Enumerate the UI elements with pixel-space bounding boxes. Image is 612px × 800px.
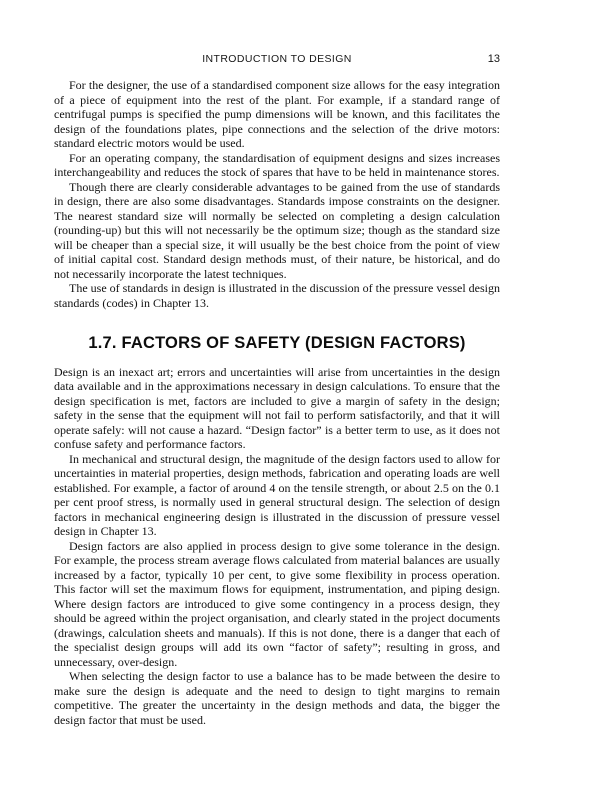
paragraph: When selecting the design factor to use a balance has to be made between the desire to make sure the design is adequate and the need to design to tight margins to remain competitive. The greater the uncertainty in the design methods and data, the bigger the design factor that must be used.: [54, 669, 500, 727]
paragraph: Though there are clearly considerable advantages to be gained from the use of standards in design, there are also some disadvantages. Standards impose constraints on the designer. The nearest standard size will normally be selected on completing a design calculation (rounding-up) but this will not necessarily be the optimum size; though as the standard size will be cheaper than a special size, it will usually be the best choice from the point of view of initial capital cost. Standard design methods must, of their nature, be historical, and do not necessarily incorporate the latest techniques.: [54, 179, 500, 281]
paragraph: For an operating company, the standardisation of equipment designs and sizes increases interchangeability and reduces the stock of spares that have to be held in maintenance stores.: [54, 150, 500, 179]
paragraph: For the designer, the use of a standardised component size allows for the easy integration of a piece of equipment into the rest of the plant. For example, if a standard range of centrifugal pumps is specified the pump dimensions will be known, and this facilitates the design of the foundations plates, pipe connections and the selection of the drive motors: standard electric motors would be used.: [54, 78, 500, 150]
paragraph: Design is an inexact art; errors and uncertainties will arise from uncertainties in the design data available and in the approximations necessary in design calculations. To ensure that the design specification is met, factors are included to give a margin of safety in the design; safety in the sense that the equipment will not fail to perform satisfactorily, and that it will operate safely: will not cause a hazard. “Design factor” is a better term to use, as it does not confuse safety and performance factors.: [54, 364, 500, 451]
paragraph: In mechanical and structural design, the magnitude of the design factors used to allow for uncertainties in material properties, design methods, fabrication and operating loads are well established. For example, a factor of around 4 on the tensile strength, or about 2.5 on the 0.1 per cent proof stress, is normally used in general structural design. The selection of design factors in mechanical engineering design is illustrated in the discussion of pressure vessel design in Chapter 13.: [54, 451, 500, 538]
running-title: INTRODUCTION TO DESIGN: [202, 53, 352, 65]
page-header: [54, 53, 500, 68]
paragraph: Design factors are also applied in process design to give some tolerance in the design. For example, the process stream average flows calculated from material balances are usually increased by a factor, typically 10 per cent, to give some flexibility in process operation. This factor will set the maximum flows for equipment, instrumentation, and piping design. Where design factors are introduced to give some contingency in a process design, they should be agreed within the project organisation, and clearly stated in the project documents (drawings, calculation sheets and manuals). If this is not done, there is a danger that each of the specialist design groups will add its own “factor of safety”; resulting in gross, and unnecessary, over-design.: [54, 538, 500, 669]
page-body: [54, 78, 500, 727]
section-heading: 1.7. FACTORS OF SAFETY (DESIGN FACTORS): [88, 334, 466, 352]
page-number: 13: [487, 53, 500, 65]
paragraph: The use of standards in design is illustrated in the discussion of the pressure vessel design standards (codes) in Chapter 13.: [54, 281, 500, 310]
